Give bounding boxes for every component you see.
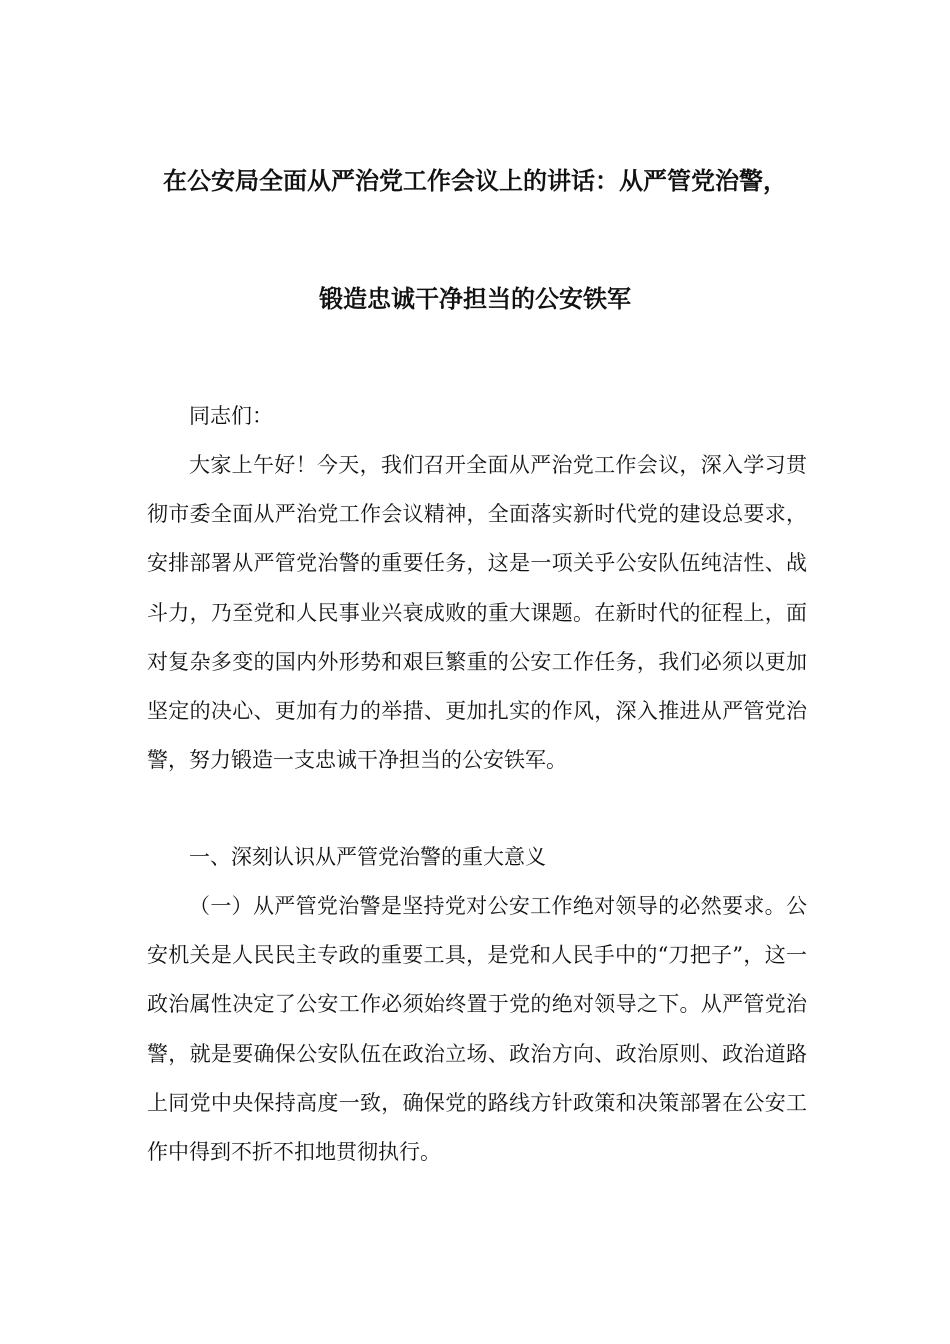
section-heading-1: 一、深刻认识从严管党治警的重大意义	[189, 845, 546, 869]
paragraph-opening: 大家上午好！今天，我们召开全面从严治党工作会议，深入学习贯彻市委全面从严治党工作会议精神，全面落实新时代党的建设总要求，安排部署从严管党治警的重要任务，这是一项关乎公安队伍纯洁性、战斗力，乃至党和人民事业兴衰成败的重大课题。在新时代的征程上，面对复杂多变的国内外形势和艰巨繁重的公安工作任务，我们必须以更加坚定的决心、更加有力的举措、更加扎实的作风，深入推进从严管党治警，努力锻造一支忠诚干净担当的公安铁军。	[147, 453, 807, 773]
greeting: 同志们：	[189, 404, 273, 428]
paragraph-section-1-1: （一）从严管党治警是坚持党对公安工作绝对领导的必然要求。公安机关是人民民主专政的重要工具，是党和人民手中的“刀把子”，这一政治属性决定了公安工作必须始终置于党的绝对领导之下。从严管党治警，就是要确保公安队伍在政治立场、政治方向、政治原则、政治道路上同党中央保持高度一致，确保党的路线方针政策和决策部署在公安工作中得到不折不扣地贯彻执行。	[147, 894, 807, 1165]
document-title-line-1: 在公安局全面从严治党工作会议上的讲话：从严管党治警，	[163, 166, 787, 195]
document-title-line-2: 锻造忠诚干净担当的公安铁军	[319, 284, 631, 313]
